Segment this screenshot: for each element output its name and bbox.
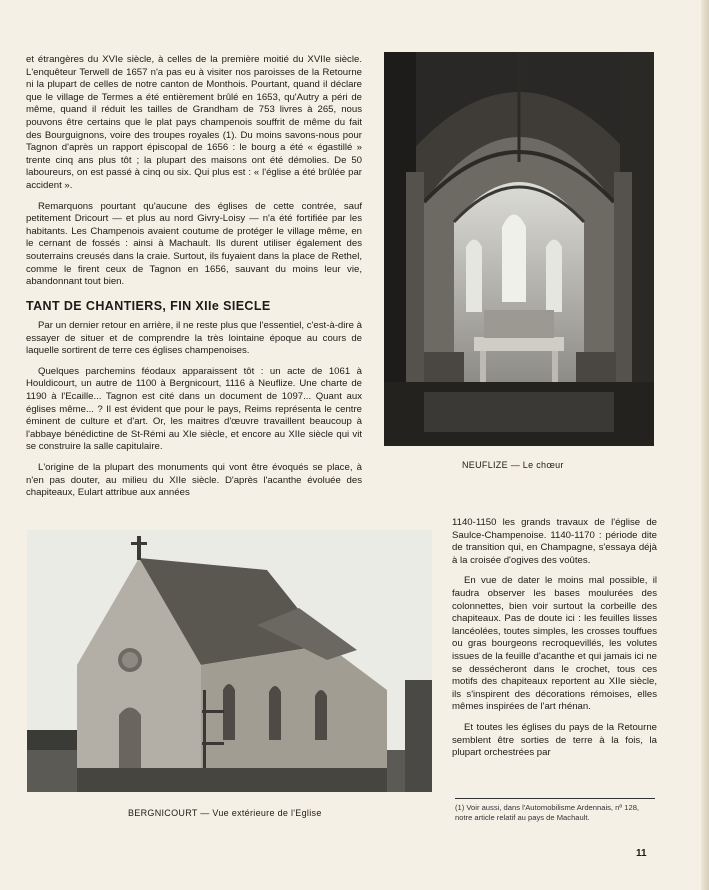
church-exterior-illustration xyxy=(27,530,432,792)
exterior-caption: BERGNICOURT — Vue extérieure de l'Eglise xyxy=(128,808,322,818)
footnote-rule xyxy=(455,798,655,799)
choir-photo xyxy=(384,52,654,446)
church-exterior-photo xyxy=(27,530,432,792)
paragraph: 1140-1150 les grands travaux de l'église de Saulce-Champenoise. 1140-1170 : période dite de transition qui, en Champagne, s'essaya déjà à la croisée d'ogives des voûtes. xyxy=(452,517,657,566)
section-heading: TANT DE CHANTIERS, FIN XIIe SIECLE xyxy=(26,299,271,313)
paragraph: Et toutes les églises du pays de la Retourne semblent être sorties de terre à la fois, la plupart orchestrées par xyxy=(452,721,657,759)
paragraph: Quelques parchemins féodaux apparaissent tôt : un acte de 1061 à Houldicourt, un autre de 1100 à Bergnicourt, 1116 à Neuflize. Une charte de 1190 à l'Ecaille... Tagnon est cité dans un document de 1097... Quant aux églises même... ? Il est évident que pour le pays, Reims représenta le centre éminent de culture et d'art. Or, les maitres d'œuvre travaillent beaucoup à l'abbaye bénédictine de St-Rémi au XIe siècle, et encore au XIIe siècle qui vit se construire la salle capitulaire. xyxy=(26,365,362,453)
choir-caption: NEUFLIZE — Le chœur xyxy=(462,460,564,470)
paragraph: et étrangères du XVIe siècle, à celles de la première moitié du XVIIe siècle. L'enquêteur Terwell de 1657 n'a pas eu à visiter nos paroisses de la Retourne ni la plupart de celles de notre canton de Monthois. Pourtant, quand il déclare que le village de Termes a été entièrement brûlé en 1653, qu'Autry a péri de même, quand il réduit les tailles de Grandham de 753 livres à 265, nous pouvons être certains que le plat pays champenois souffrit de même du fait des Bourguignons, voire des troupes royales (1). Du moins savons-nous pour Tagnon d'après un rapport épiscopal de 1656 : le bourg a été « égastillé » trente cinq ans plus tôt ; la plupart des maisons ont été démolies. De 50 laboureurs, on est passé à cinq ou six. Qui plus est : « l'église a été brûlée par accident ». xyxy=(26,54,362,191)
paragraph: Par un dernier retour en arrière, il ne reste plus que l'essentiel, c'est-à-dire à essayer de situer et de comprendre la très lointaine époque au cours de laquelle sortirent de terre ces églises champenoises. xyxy=(26,320,362,357)
right-column xyxy=(452,517,657,768)
choir-illustration xyxy=(384,52,654,446)
footnote: (1) Voir aussi, dans l'Automobilisme Ardennais, nº 128, notre article relatif au pays de Machault. xyxy=(455,803,640,822)
left-column-top xyxy=(26,54,362,297)
left-column-bottom xyxy=(26,320,362,508)
page-edge xyxy=(701,0,709,890)
paragraph: Remarquons pourtant qu'aucune des églises de cette contrée, sauf petitement Dricourt — et plus au nord Givry-Loisy — n'a été fortifiée par les habitants. Les Champenois avaient coutume de protéger le village même, en le cernant de fossés : ainsi à Machault. Ils durent utiliser également des souterrains creusés dans la craie. Surtout, ils fuyaient dans la place de Rethel, comme le firent ceux de Tagnon en 1656, sauvant du moins leur vie, abandonnant tout bien. xyxy=(26,200,362,288)
paragraph: L'origine de la plupart des monuments qui vont être évoqués se place, à n'en pas douter, au milieu du XIIe siècle. D'après l'acanthe évoluée des chapiteaux, Eulart attribue aux années xyxy=(26,461,362,499)
page-number: 11 xyxy=(636,848,647,859)
paragraph: En vue de dater le moins mal possible, il faudra observer les bases moulurées des colonnettes, bien voir surtout la corbeille des chapiteaux. Pas de doute ici : les feuilles lisses lancéolées, toutes simples, les crosses touffues ou gras bourgeons recroquevillés, les volutes issues de la feuille d'acanthe et qui jamais ici ne se dessécheront dans le crochet, tous ces motifs des chapiteaux reportent au XIIe siècle, ils s'inspirent des décorations rémoises, elles mêmes inspirées de l'art rhénan. xyxy=(452,575,657,713)
